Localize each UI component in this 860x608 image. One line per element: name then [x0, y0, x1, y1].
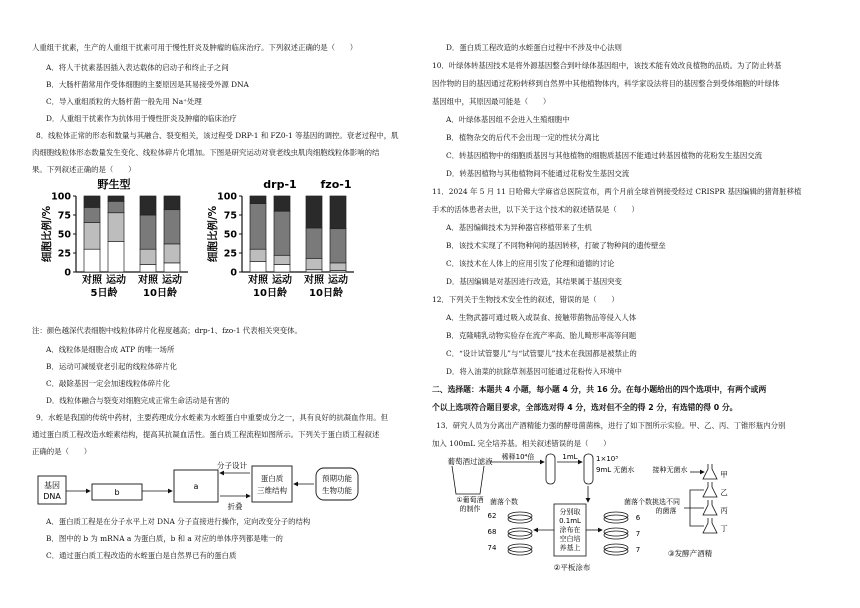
bar-segment: [250, 249, 266, 261]
select-label-2: 的菌落: [655, 507, 677, 515]
bar-segment: [164, 210, 180, 244]
y-tick-label: 50: [223, 229, 237, 241]
y-tick-label: 75: [223, 210, 237, 222]
dna-label: DNA: [43, 492, 61, 501]
chart-title: 野生型: [97, 178, 131, 191]
chart-title: fzo-1: [320, 178, 352, 191]
bar-segment: [140, 196, 156, 215]
q12-stem: 12．下列关于生物技术安全性的叙述，错误的是（ ）: [432, 295, 619, 304]
step1-label-a: ①葡萄酒: [456, 496, 484, 504]
protein-box: [252, 466, 292, 502]
split-label-4: 空白培: [559, 535, 581, 543]
bar-segment: [330, 263, 346, 271]
q11-option-b[interactable]: B．该技术实现了不同物种间的基因转移，打破了物种间的遗传壁垒: [446, 241, 666, 250]
protein-label-1: 蛋白质: [260, 474, 284, 483]
group-label: 10日龄: [253, 288, 287, 299]
q8-option-c[interactable]: C．敲除基因一定会加速线粒体碎片化: [46, 379, 170, 388]
bar-segment: [108, 213, 124, 242]
colony-count-right-2: 7: [635, 530, 641, 538]
q9-stem-line3: 正确的是（ ）: [32, 447, 92, 456]
bar-segment: [274, 196, 290, 211]
bar-segment: [140, 249, 156, 264]
split-label-1: 分别取: [559, 508, 581, 516]
protein-label-2: 三维结构: [257, 486, 287, 495]
q10-option-c[interactable]: C．转基因植物中的细胞质基因与其他植物的细胞质基因不能通过转基因植物的花粉发生基因交流: [446, 151, 763, 160]
flask-jia-label: 甲: [720, 470, 728, 479]
x-tick-label: 运动: [106, 275, 126, 286]
y-axis-label: 细胞比例/%: [207, 205, 219, 263]
bar-segment: [250, 204, 266, 250]
bar-segment: [84, 223, 100, 250]
colony-count-right-3: 7: [635, 546, 641, 554]
flask-bing: [703, 500, 717, 515]
y-tick-label: 100: [217, 191, 237, 203]
right-column: [432, 0, 837, 608]
group-label: 5日龄: [90, 288, 118, 299]
q11-option-d[interactable]: D．基因编辑是对基因进行改造，其结果属于基因突变: [446, 277, 622, 286]
q13-stem-line2: 加入 100mL 完全培养基。相关叙述错误的是（ ）: [432, 439, 611, 448]
bar-segment: [84, 196, 100, 207]
inoculate-label: 接种无菌水: [652, 466, 688, 474]
flask-jia: [703, 464, 717, 479]
q11-stem-line1: 11．2024 年 5 月 11 日哈佛大学麻省总医院宣布，两个月前全球首例接受经过 CRISPR 基因编辑的猪肾脏移植: [432, 187, 802, 196]
bar-segment: [140, 264, 156, 272]
q10-option-d[interactable]: D．转基因植物与其他植物间不能通过花粉发生基因交流: [446, 169, 630, 178]
bar-segment: [274, 211, 290, 255]
y-axis-label: 细胞比例/%: [41, 205, 53, 263]
q9-stem-line2: 通过蛋白质工程改造水蛭素结构，提高其抗凝血活性。蛋白质工程流程如图所示。下列关于蛋白质工程叙述: [32, 430, 380, 439]
q11-option-a[interactable]: A．基因编辑技术为异种器官移植带来了生机: [446, 223, 592, 232]
one-ml-label: 1mL: [562, 453, 578, 461]
q8-stem-line1: 8．线粒体正常的形态和数量与其融合、裂变相关，该过程受 DRP-1 和 FZ0-1 等基因的调控。衰老过程中，肌: [36, 131, 399, 140]
x-tick-label: 对照: [248, 275, 268, 286]
colony-count-left-2: 68: [487, 528, 497, 536]
q7-option-c[interactable]: C．导入重组质粒的大肠杆菌一般先用 Na⁺处理: [46, 97, 202, 106]
q7-option-d[interactable]: D．人重组干扰素作为抗体用于慢性肝炎及肿瘤的临床治疗: [46, 114, 237, 123]
y-tick-label: 75: [57, 210, 71, 222]
b-label: b: [114, 488, 120, 497]
mitochondria-bar-chart: [32, 176, 362, 318]
bar-segment: [330, 229, 346, 263]
a-label: a: [193, 482, 199, 491]
bar-segment: [84, 207, 100, 222]
bar-segment: [250, 196, 266, 204]
q8-stem-line2: 肉细胞线粒体形态数量发生变化、线粒体碎片化增加。下图是研究运动对衰老线虫肌肉细胞线粒体影响的结: [32, 148, 380, 157]
design-label: 分子设计: [217, 461, 247, 470]
q8-option-d[interactable]: D．线粒体融合与裂变对细胞完成正常生命活动是有害的: [46, 396, 230, 405]
gene-label: 基因: [44, 481, 60, 490]
bar-segment: [108, 196, 124, 201]
y-tick-label: 0: [64, 267, 71, 279]
flask-bing-label: 丙: [720, 506, 728, 515]
beaker-shape: [452, 466, 484, 494]
function-box: [316, 468, 358, 500]
y-tick-label: 100: [51, 191, 71, 203]
bar-segment: [164, 263, 180, 272]
q9-option-d[interactable]: D．蛋白质工程改造的水蛭蛋白过程中不涉及中心法则: [446, 43, 622, 52]
x-tick-label: 对照: [304, 275, 324, 286]
chart-title: drp-1: [263, 178, 297, 191]
x-tick-label: 运动: [272, 275, 292, 286]
y-tick-label: 25: [57, 248, 71, 260]
step3-label: ③发酵产酒精: [667, 549, 713, 558]
group-label: 10日龄: [309, 288, 343, 299]
q12-option-c[interactable]: C．“设计试管婴儿”与“试管婴儿”技术在我国都是被禁止的: [446, 349, 637, 358]
colony-count-left-1: 62: [487, 512, 497, 520]
y-tick-label: 0: [230, 267, 237, 279]
colonies-label-left: 菌落个数: [490, 498, 518, 506]
bar-segment: [164, 196, 180, 210]
q10-stem-line2: 因作物的目的基因通过花粉转移到自然界中其他植物体内，科学家设法将目的基因整合到受体细胞的叶绿体: [432, 79, 780, 88]
q8-option-a[interactable]: A．线粒体是细胞合成 ATP 的唯一场所: [46, 345, 175, 354]
q11-stem-line2: 手术的活体患者去世，以下关于这个技术的叙述错误是（ ）: [432, 205, 639, 214]
dilution-exp-label: 1×10³: [596, 455, 619, 463]
bar-segment: [84, 249, 100, 272]
test-tube-1: [546, 454, 555, 484]
colonies-label-right: 菌落个数: [624, 498, 652, 506]
q7-option-b[interactable]: B．大肠杆菌常用作受体细胞的主要原因是其易接受外源 DNA: [46, 80, 249, 89]
split-label-3: 涂布在: [559, 526, 581, 534]
function-label-2: 生物功能: [322, 486, 352, 495]
q10-stem-line1: 10．叶绿体转基因技术是将外源基因整合到叶绿体基因组中，该技术能有效改良植物的品质。为了防止转基: [432, 61, 782, 70]
q10-option-a[interactable]: A．叶绿体基因组不会进入生殖细胞中: [446, 115, 570, 124]
q12-option-a[interactable]: A．生物武器可通过吸入或误食、接触带菌物品等侵入人体: [446, 313, 637, 322]
grape-filtrate-label: 葡萄酒过滤液: [447, 457, 493, 466]
flask-ding: [703, 518, 717, 533]
x-tick-label: 运动: [162, 275, 182, 286]
bar-segment: [330, 196, 346, 229]
q9-option-b[interactable]: B．图中的 b 为 mRNA a 为蛋白质，b 和 a 对应的单体序列都是唯一的: [46, 534, 283, 543]
flask-yi-label: 乙: [720, 488, 728, 497]
split-label-2: 0.1mL: [559, 517, 581, 525]
section2-header-line1: 二、选择题：本题共 4 小题，每小题 4 分，共 16 分。在每小题给出的四个选项中，有两个或两: [432, 385, 767, 394]
q8-option-b[interactable]: B．运动可减缓衰老引起的线粒体碎片化: [46, 362, 178, 371]
select-label-1: 挑选不同: [652, 498, 680, 506]
bar-segment: [140, 215, 156, 249]
colony-count-left-3: 74: [487, 544, 497, 552]
bar-segment: [274, 255, 290, 264]
left-column: [32, 0, 437, 608]
colony-count-right-1: 6: [635, 514, 641, 522]
x-tick-label: 对照: [82, 275, 102, 286]
bar-segment: [164, 244, 180, 263]
q10-option-b[interactable]: B．植物杂交的后代不会出现一定的性状分离比: [446, 133, 600, 142]
q13-stem-line1: 13．研究人员为分离出产酒精能力强的酵母菌菌株，进行了如下图所示实验。甲、乙、丙、丁锥形瓶内分别: [436, 421, 786, 430]
q12-option-b[interactable]: B．克隆哺乳动物实验存在流产率高、胎儿畸形率高等问题: [446, 331, 637, 340]
test-tube-2: [584, 454, 593, 484]
fold-label: 折叠: [227, 502, 243, 511]
function-label-1: 预期功能: [322, 474, 352, 483]
group-label: 10日龄: [143, 288, 177, 299]
nine-ml-label: 9mL 无菌水: [596, 466, 635, 474]
q8-stem-line3: 果。下列叙述正确的是（ ）: [32, 165, 136, 174]
select-branch-lines: [684, 490, 704, 526]
q12-option-d[interactable]: D．将入油菜的抗除草剂基因可能通过花粉传入环境中: [446, 367, 622, 376]
q9-option-c[interactable]: C．通过蛋白质工程改造的水蛭蛋白是自然界已有的蛋白质: [46, 551, 237, 560]
chart-note: 注：颜色越深代表细胞中线粒体碎片化程度越高；drp-1、fzo-1 代表相关突变体。: [32, 326, 302, 335]
protein-engineering-flow-diagram: [32, 460, 362, 512]
y-tick-label: 25: [223, 248, 237, 260]
x-tick-label: 运动: [328, 275, 348, 286]
dilute-label: 稀释10⁴倍: [501, 453, 535, 461]
bar-segment: [108, 242, 124, 272]
q9-stem-line1: 9．水蛭是我国的传统中药材，主要药理成分水蛭素为水蛭蛋白中重要成分之一，具有良好的抗凝血作用。但: [36, 413, 389, 422]
yeast-experiment-figure: [432, 452, 732, 586]
bar-segment: [274, 264, 290, 272]
q11-option-c[interactable]: C．该技术在人体上的应用引发了伦理和道德的讨论: [446, 259, 615, 268]
step1-label-b: 的制作: [459, 505, 481, 513]
step2-label: ②平板涂布: [553, 563, 591, 572]
bar-segment: [306, 196, 322, 228]
q7-option-a[interactable]: A．将人干扰素基因插入表达载体的启动子和终止子之间: [46, 63, 229, 72]
x-tick-label: 对照: [138, 275, 158, 286]
flask-yi: [703, 482, 717, 497]
q7-continuation: 人重组干扰素，生产的人重组干扰素可用于慢性肝炎及肿瘤的临床治疗。下列叙述正确的是（ ）: [32, 43, 358, 52]
bar-segment: [306, 228, 322, 258]
y-tick-label: 50: [57, 229, 71, 241]
bar-segment: [250, 261, 266, 272]
bar-segment: [306, 258, 322, 269]
section2-header-line2: 个以上选项符合题目要求，全部选对得 4 分，选对但不全的得 2 分，有选错的得 0 分。: [432, 403, 738, 412]
bar-segment: [108, 201, 124, 212]
q9-option-a[interactable]: A．蛋白质工程是在分子水平上对 DNA 分子直接进行操作，定向改变分子的结构: [46, 517, 311, 526]
q10-stem-line3: 基因组中，其原因最可能是（ ）: [432, 97, 551, 106]
flask-ding-label: 丁: [720, 524, 728, 533]
split-label-5: 养基上: [559, 544, 581, 552]
